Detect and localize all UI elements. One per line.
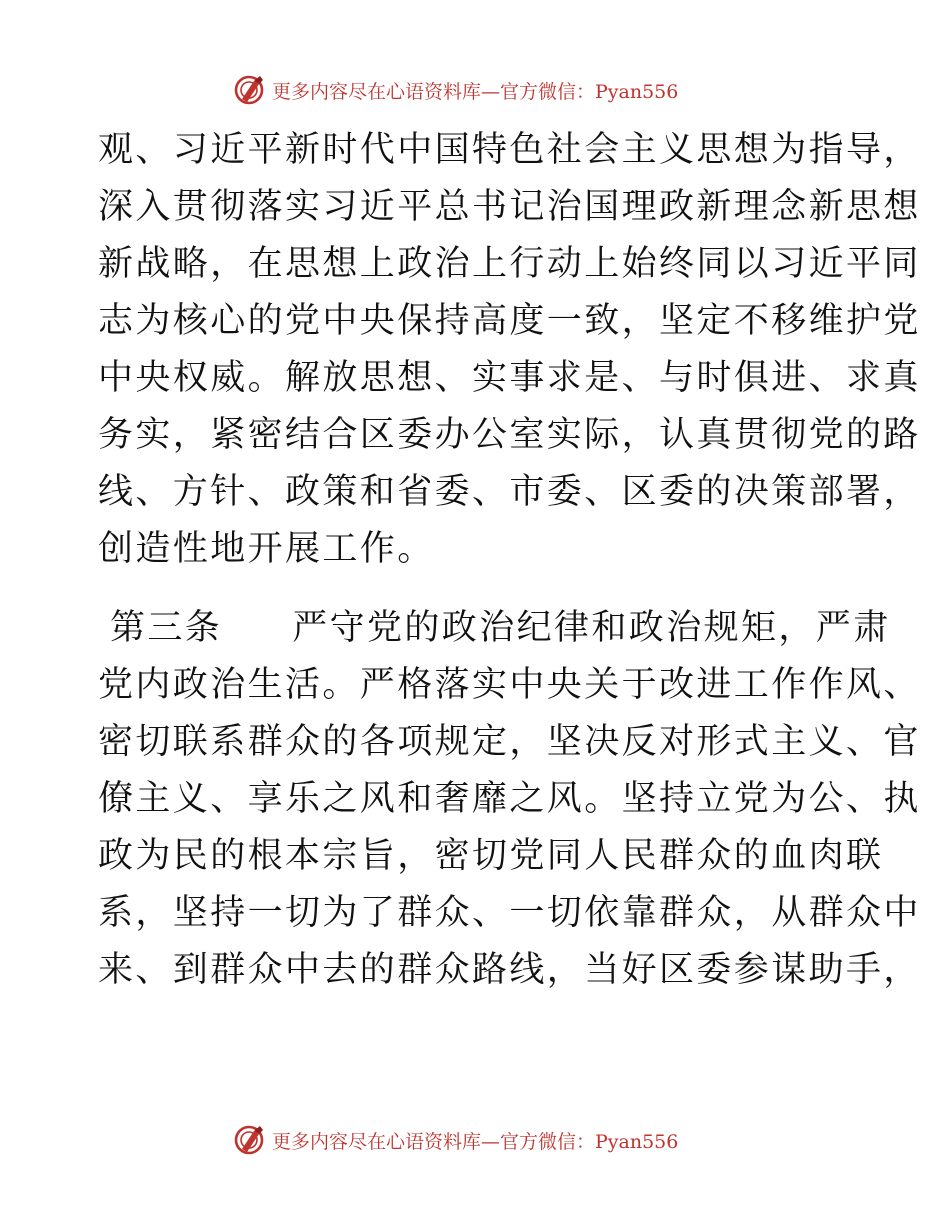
document-body: [98, 122, 921, 999]
text-line: 密切联系群众的各项规定，坚决反对形式主义、官: [98, 722, 921, 762]
text-line: 深入贯彻落实习近平总书记治国理政新理念新思想: [98, 187, 921, 227]
article-three-paragraph: [98, 600, 921, 999]
text-line: 务实，紧密结合区委办公室实际，认真贯彻党的路: [98, 415, 921, 455]
article-first-line: [98, 600, 891, 657]
article-label: 第三条: [110, 608, 223, 648]
text-line: 来、到群众中去的群众路线，当好区委参谋助手，: [98, 950, 921, 990]
paragraph-spacer: [98, 578, 858, 600]
pen-nib-logo-icon: [232, 1122, 268, 1158]
header-watermark: [232, 72, 678, 108]
text-line: 僚主义、享乐之风和奢靡之风。坚持立党为公、执: [98, 779, 921, 819]
watermark-text: 更多内容尽在心语资料库—官方微信：Pyan556: [272, 80, 679, 103]
paragraph-continued: [98, 122, 921, 578]
text-line: 政为民的根本宗旨，密切党同人民群众的血肉联: [98, 836, 884, 876]
text-line: 系，坚持一切为了群众、一切依靠群众，从群众中: [98, 893, 921, 933]
text-line: 线、方针、政策和省委、市委、区委的决策部署，: [98, 472, 921, 512]
text-line: 志为核心的党中央保持高度一致，坚定不移维护党: [98, 301, 921, 341]
text-line: 观、习近平新时代中国特色社会主义思想为指导，: [98, 130, 921, 170]
text-line: 中央权威。解放思想、实事求是、与时俱进、求真: [98, 358, 921, 398]
watermark-text: 更多内容尽在心语资料库—官方微信：Pyan556: [272, 1130, 679, 1153]
article-first-text: 严守党的政治纪律和政治规矩，严肃: [292, 608, 891, 648]
text-line: 创造性地开展工作。: [98, 529, 435, 569]
pen-nib-logo-icon: [232, 72, 268, 108]
text-line: 新战略，在思想上政治上行动上始终同以习近平同: [98, 244, 921, 284]
footer-watermark: [232, 1122, 678, 1158]
text-line: 党内政治生活。严格落实中央关于改进工作作风、: [98, 665, 921, 705]
